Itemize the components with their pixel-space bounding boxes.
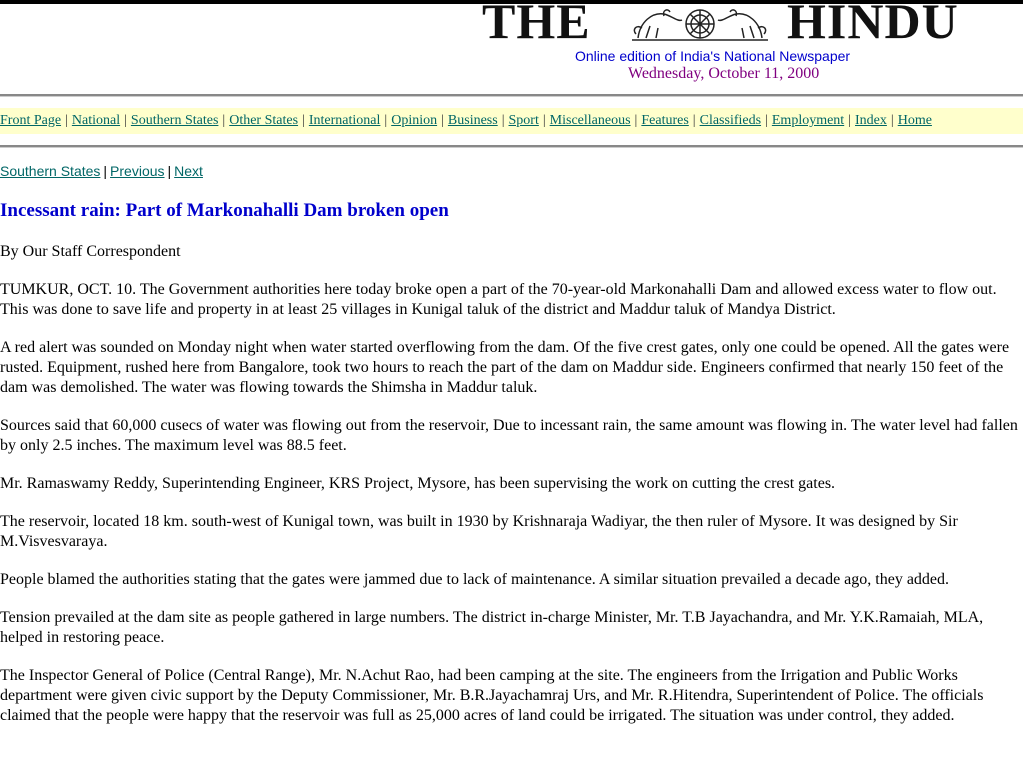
article-paragraph: Sources said that 60,000 cusecs of water was flowing out from the reservoir, Due to incessant rain, the same amount was flowing in. The water level had fallen by only 2.5 inches. The maximum level was 88.5 feet. [0, 417, 1018, 454]
section-link-southern-states[interactable]: Southern States [0, 163, 101, 179]
divider-bottom [0, 145, 1023, 148]
nav-business[interactable]: Business [447, 113, 498, 128]
hindu-emblem-icon [620, 4, 780, 44]
nav-separator: | [692, 113, 696, 128]
article-byline: By Our Staff Correspondent [0, 243, 181, 260]
article-paragraph: The Inspector General of Police (Central Range), Mr. N.Achut Rao, had been camping at the site. The engineers from the Irrigation and Public Works department were given civic support by the Deputy Commissioner, Mr. B.R.Jayachamraj Urs, and Mr. R.Hitendra, Superintendent of Police. The officials claimed that the people were happy that the reservoir was full as 25,000 acres of land could be irrigated. The situation was under control, they added. [0, 667, 984, 724]
nav-opinion[interactable]: Opinion [391, 113, 438, 128]
nav-separator: | [302, 113, 305, 128]
nav-separator: | [65, 113, 68, 128]
nav-separator: | [848, 113, 852, 128]
nav-separator: | [634, 113, 638, 128]
nav-separator: | [124, 113, 127, 128]
article-paragraph: TUMKUR, OCT. 10. The Government authorities here today broke open a part of the 70-year-old Markonahalli Dam and allowed excess water to flow out. This was done to save life and property in at least 25 villages in Kunigal taluk of the district and Maddur taluk of Mandya District. [0, 281, 997, 318]
masthead-word-the: THE [482, 0, 591, 49]
nav-front-page[interactable]: Front Page [0, 113, 62, 128]
article-headline: Incessant rain: Part of Markonahalli Dam broken open [0, 200, 449, 221]
masthead-tagline: Online edition of India's National Newspaper [575, 48, 851, 64]
section-nav [0, 162, 203, 180]
nav-separator: | [441, 113, 444, 128]
masthead-word-hindu: HINDU [787, 0, 959, 49]
nav-international[interactable]: International [308, 113, 381, 128]
divider-top [0, 94, 1023, 97]
masthead[interactable] [480, 0, 983, 49]
article-body [0, 280, 1023, 744]
article-paragraph: People blamed the authorities stating that the gates were jammed due to lack of maintenance. A similar situation prevailed a decade ago, they added. [0, 571, 950, 588]
nav-sport[interactable]: Sport [508, 113, 539, 128]
article-paragraph: Tension prevailed at the dam site as people gathered in large numbers. The district in-charge Minister, Mr. T.B Jayachandra, and Mr. Y.K.Ramaiah, MLA, helped in restoring peace. [0, 609, 984, 646]
nav-other-states[interactable]: Other States [229, 113, 299, 128]
section-nav-separator: | [167, 163, 172, 179]
next-link[interactable]: Next [174, 163, 203, 179]
nav-home[interactable]: Home [897, 113, 932, 128]
previous-link[interactable]: Previous [110, 163, 165, 179]
article-paragraph: The reservoir, located 18 km. south-west of Kunigal town, was built in 1930 by Krishnaraja Wadiyar, the then ruler of Mysore. It was designed by Sir M.Visvesvaraya. [0, 513, 958, 550]
nav-separator: | [501, 113, 505, 128]
article-paragraph: A red alert was sounded on Monday night when water started overflowing from the dam. Of the five crest gates, only one could be opened. All the gates were rusted. Equipment, rushed here from Bangalore, took two hours to reach the part of the dam on Maddur side. Engineers confirmed that nearly 150 feet of the dam was demolished. The water was flowing towards the Shimsha in Maddur taluk. [0, 339, 1010, 396]
nav-employment[interactable]: Employment [771, 113, 845, 128]
nav-separator: | [222, 113, 226, 128]
nav-national[interactable]: National [71, 113, 121, 128]
main-nav [0, 108, 1023, 134]
nav-separator: | [384, 113, 388, 128]
nav-separator: | [542, 113, 546, 128]
section-nav-separator: | [103, 163, 108, 179]
nav-classifieds[interactable]: Classifieds [699, 113, 762, 128]
nav-separator: | [765, 113, 768, 128]
nav-miscellaneous[interactable]: Miscellaneous [549, 113, 631, 128]
nav-index[interactable]: Index [855, 113, 887, 128]
nav-separator: | [890, 113, 894, 128]
nav-features[interactable]: Features [641, 113, 689, 128]
nav-southern-states[interactable]: Southern States [130, 113, 219, 128]
edition-date: Wednesday, October 11, 2000 [628, 65, 820, 82]
article-paragraph: Mr. Ramaswamy Reddy, Superintending Engineer, KRS Project, Mysore, has been supervising the work on cutting the crest gates. [0, 475, 836, 492]
